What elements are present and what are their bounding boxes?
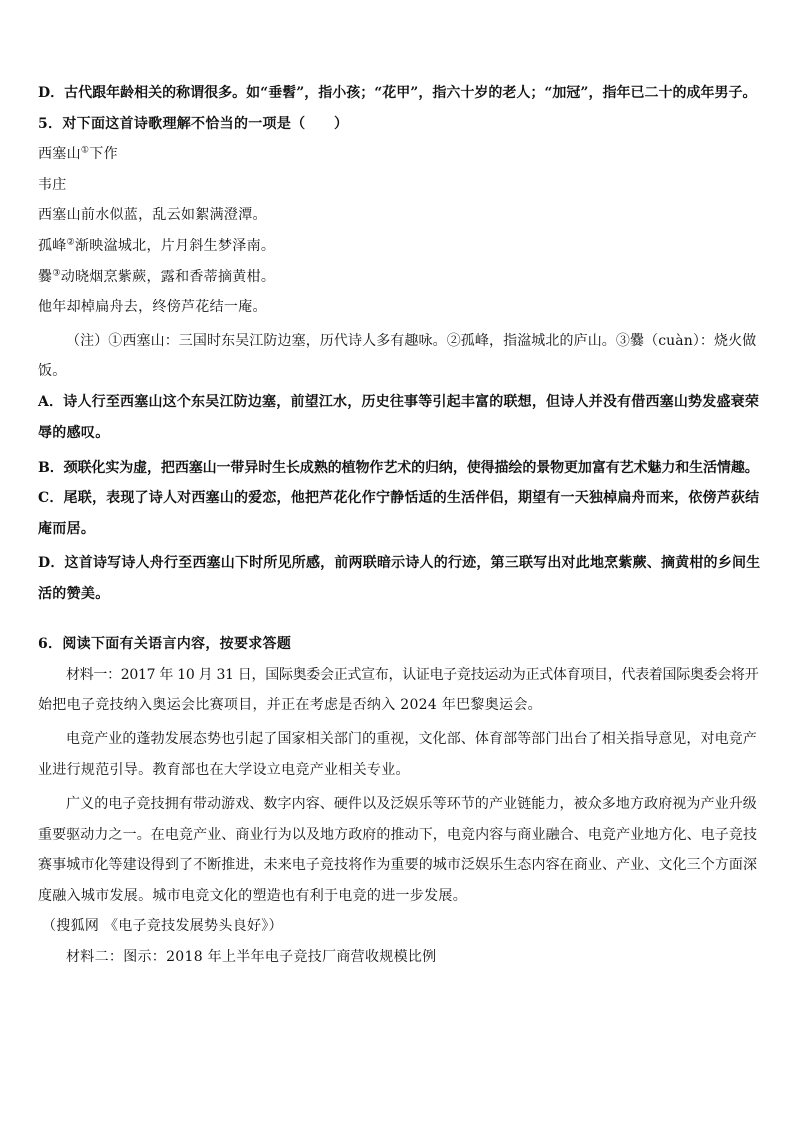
q5-option-b-line-1: B．颈联化实为虚，把西塞山一带异时生长成熟的植物作艺术的归纳，使得描绘的景物更加富有艺术魅力和生活情趣。 [38,460,759,476]
poem-line-2 [38,237,275,255]
poem-line-3-b: 动晓烟烹紫蕨，露和香蒂摘黄柑。 [60,269,276,285]
poem-line-3 [38,268,275,286]
poem-line-2-b: 渐映湓城北，片月斜生梦泽南。 [74,238,276,254]
q6-source: （搜狐网 《电子竞技发展势头良好》） [42,918,283,934]
q6-material-1-line-1: 材料一：2017 年 10 月 31 日，国际奥委会正式宣布，认证电子竞技运动为正式体育项目，代表着国际奥委会将开 [66,667,759,683]
poem-title [38,145,118,163]
q5-option-a-line-2: 辱的感叹。 [38,425,110,441]
poem-line-4: 他年却棹扁舟去，终傍芦花结一庵。 [38,299,267,315]
q4-option-d: D．古代跟年龄相关的称谓很多。如“垂髫”，指小孩；“花甲”，指六十岁的老人；“加冠”，指年已二十的成年男子。 [38,85,757,101]
q6-paragraph-2-line-2: 业进行规范引导。教育部也在大学设立电竞产业相关专业。 [38,762,410,778]
poem-note-line-1: （注）①西塞山：三国时东吴江防边塞，历代诗人多有趣咏。②孤峰，指湓城北的庐山。③爨（cuàn）：烧火做 [66,333,757,349]
poem-note-line-2: 饭。 [38,363,67,379]
q6-material-2: 材料二：图示：2018 年上半年电子竞技厂商营收规模比例 [66,949,437,965]
poem-title-note: ① [80,145,90,156]
q5-option-d-line-1: D．这首诗写诗人舟行至西塞山下时所见所感，前两联暗示诗人的行迹，第三联写出对此地烹紫蕨、摘黄柑的乡间生 [38,555,761,571]
poem-line-1: 西塞山前水似蓝，乱云如絮满澄潭。 [38,207,267,223]
poem-line-3-note: ③ [52,268,61,279]
q5-option-c-line-1: C．尾联，表现了诗人对西塞山的爱恋，他把芦花化作宁静恬适的生活伴侣，期望有一天独棹扁舟而来，依傍芦荻结 [38,490,760,506]
poem-author: 韦庄 [38,177,67,193]
q5-option-a-line-1: A．诗人行至西塞山这个东吴江防边塞，前望江水，历史往事等引起丰富的联想，但诗人并没有借西塞山势发盛衰荣 [38,394,760,410]
poem-line-3-a: 爨 [38,269,53,285]
poem-title-b: 下作 [89,146,118,162]
q6-paragraph-3-line-4: 度融入城市发展。城市电竞文化的塑造也有利于电竞的进一步发展。 [38,888,467,904]
q5-option-d-line-2: 活的赞美。 [38,586,110,602]
poem-line-2-a: 孤峰 [38,238,67,254]
q6-paragraph-3-line-1: 广义的电子竞技拥有带动游戏、数字内容、硬件以及泛娱乐等环节的产业链能力，被众多地方政府视为产业升级 [66,796,757,812]
poem-line-2-note: ② [66,237,75,248]
poem-title-a: 西塞山 [38,146,81,162]
q6-paragraph-3-line-2: 重要驱动力之一。在电竞产业、商业行为以及地方政府的推动下，电竞内容与商业融合、电竞产业地方化、电子竞技 [38,827,758,843]
q6-paragraph-3-line-3: 赛事城市化等建设得到了不断推进，未来电子竞技将作为重要的城市泛娱乐生态内容在商业、产业、文化三个方面深 [38,857,758,873]
q6-paragraph-2-line-1: 电竞产业的蓬勃发展态势也引起了国家相关部门的重视，文化部、体育部等部门出台了相关指导意见，对电竞产 [66,731,757,747]
q5-stem: 5．对下面这首诗歌理解不恰当的一项是（ ） [38,116,349,132]
q6-material-1-line-2: 始把电子竞技纳入奥运会比赛项目，并正在考虑是否纳入 2024 年巴黎奥运会。 [38,697,542,713]
q5-option-c-line-2: 庵而居。 [38,521,96,537]
q6-stem: 6．阅读下面有关语言内容，按要求答题 [38,636,292,652]
